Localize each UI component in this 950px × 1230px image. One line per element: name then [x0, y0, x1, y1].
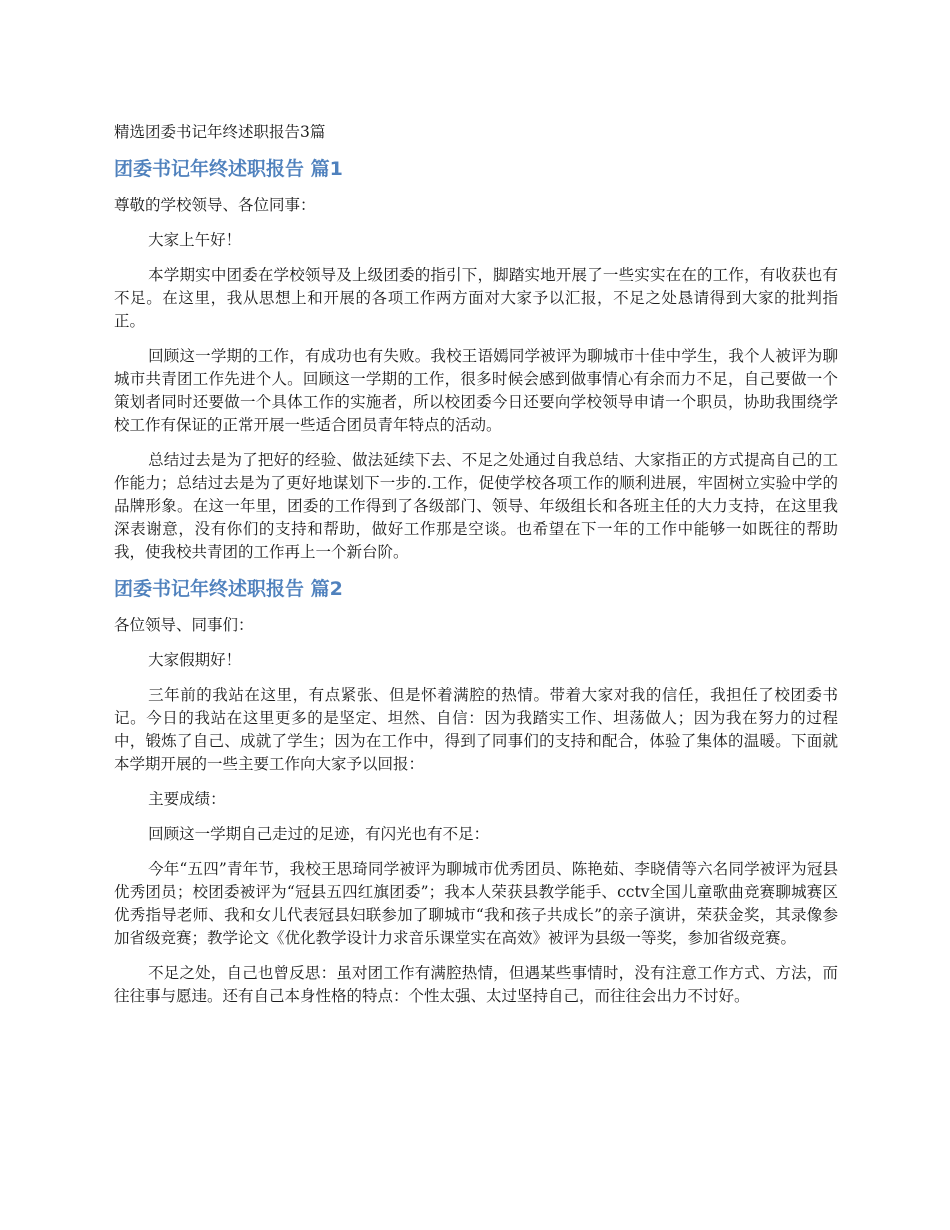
body-paragraph: 不足之处，自己也曾反思：虽对团工作有满腔热情，但遇某些事情时，没有注意工作方式、方法，而往往事与愿违。还有自己本身性格的特点：个性太强、太过坚持自己，而往往会出力不讨好。	[114, 964, 838, 1005]
body-paragraph: 回顾这一学期自己走过的足迹，有闪光也有不足：	[148, 825, 490, 843]
body-paragraph: 今年“五四”青年节，我校王思琦同学被评为聊城市优秀团员、陈艳茹、李晓倩等六名同学被评为冠县优秀团员；校团委被评为“冠县五四红旗团委”；我本人荣获县教学能手、cctv全国儿童歌曲竞赛聊城赛区优秀指导老师、我和女儿代表冠县妇联参加了聊城市“我和孩子共成长”的亲子演讲，荣获金奖，其录像参加省级竞赛；教学论文《优化教学设计力求音乐课堂实在高效》被评为县级一等奖，参加省级竞赛。	[114, 860, 838, 947]
section-heading: 团委书记年终述职报告 篇2	[114, 578, 343, 600]
document-title: 精选团委书记年终述职报告3篇	[114, 123, 326, 141]
body-paragraph: 三年前的我站在这里，有点紧张、但是怀着满腔的热情。带着大家对我的信任，我担任了校团委书记。今日的我站在这里更多的是坚定、坦然、自信：因为我踏实工作、坦荡做人；因为我在努力的过程中，锻炼了自己、成就了学生；因为在工作中，得到了同事们的支持和配合，体验了集体的温暖。下面就本学期开展的一些主要工作向大家予以回报：	[114, 686, 838, 773]
subheading-paragraph: 主要成绩：	[148, 790, 226, 808]
salutation: 尊敬的学校领导、各位同事：	[114, 196, 316, 214]
greeting: 大家假期好！	[148, 651, 242, 669]
body-paragraph: 总结过去是为了把好的经验、做法延续下去、不足之处通过自我总结、大家指正的方式提高自己的工作能力；总结过去是为了更好地谋划下一步的.工作，促使学校各项工作的顺利进展，牢固树立实验中学的品牌形象。在这一年里，团委的工作得到了各级部门、领导、年级组长和各班主任的大力支持，在这里我深表谢意，没有你们的支持和帮助，做好工作那是空谈。也希望在下一年的工作中能够一如既往的帮助我，使我校共青团的工作再上一个新台阶。	[114, 451, 838, 561]
section-1	[114, 156, 838, 564]
greeting: 大家上午好！	[148, 231, 242, 249]
section-2	[114, 576, 838, 1008]
body-paragraph: 回顾这一学期的工作，有成功也有失败。我校王语嫣同学被评为聊城市十佳中学生，我个人被评为聊城市共青团工作先进个人。回顾这一学期的工作，很多时候会感到做事情心有余而力不足，自己要做一个策划者同时还要做一个具体工作的实施者，所以校团委今日还要向学校领导申请一个职员，协助我围绕学校工作有保证的正常开展一些适合团员青年特点的活动。	[114, 347, 838, 434]
body-paragraph: 本学期实中团委在学校领导及上级团委的指引下，脚踏实地开展了一些实实在在的工作，有收获也有不足。在这里，我从思想上和开展的各项工作两方面对大家予以汇报，不足之处恳请得到大家的批判指正。	[114, 266, 838, 330]
salutation: 各位领导、同事们：	[114, 616, 254, 634]
document-page	[114, 120, 838, 1020]
section-heading: 团委书记年终述职报告 篇1	[114, 158, 343, 180]
